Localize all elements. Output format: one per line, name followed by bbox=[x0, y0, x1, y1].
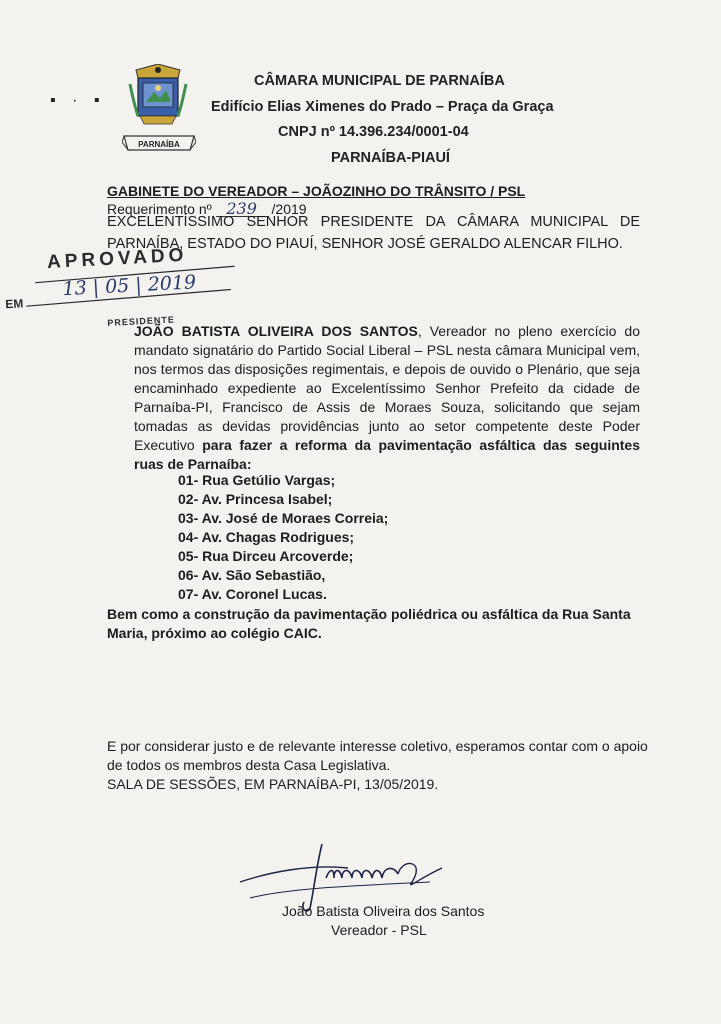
body-text: , Vereador no pleno exercício do mandato signatário do Partido Social Liberal – PSL nesta câmara Municipal vem, nos termos das disposições regimentais, e depois de ouvido o Plenário, que seja encaminhado expediente ao Excelentíssimo Senhor Prefeito da cidade de Parnaíba-PI, Francisco de Assis de Moraes Souza, solicitando que sejam tomadas as devidas providências junto ao setor competente deste Poder Executivo bbox=[134, 323, 640, 453]
final-line-1: E por considerar justo e de relevante interesse coletivo, esperamos contar com o apoio bbox=[107, 738, 648, 754]
stamp-footer: PRESIDENTE bbox=[107, 314, 176, 328]
city-state: PARNAÍBA-PIAUÍ bbox=[331, 150, 450, 166]
final-line-2: de todos os membros desta Casa Legislativa. bbox=[107, 757, 391, 773]
requirement-number: 239 bbox=[216, 202, 268, 217]
list-item: 07- Av. Coronel Lucas. bbox=[178, 586, 327, 602]
office-heading: GABINETE DO VEREADOR – JOÃOZINHO DO TRÂNSITO / PSL bbox=[107, 183, 526, 199]
author-name: JOÃO BATISTA OLIVEIRA DOS SANTOS bbox=[134, 323, 418, 339]
crest-ribbon-text: PARNAÍBA bbox=[138, 140, 180, 149]
cnpj-number: CNPJ nº 14.396.234/0001-04 bbox=[278, 124, 469, 140]
signatory-role: Vereador - PSL bbox=[331, 922, 427, 938]
list-item: 05- Rua Dirceu Arcoverde; bbox=[178, 548, 354, 564]
final-line-3: SALA DE SESSÕES, EM PARNAÍBA-PI, 13/05/2019. bbox=[107, 776, 439, 792]
signatory-name: João Batista Oliveira dos Santos bbox=[282, 903, 485, 919]
building-address: Edifício Elias Ximenes do Prado – Praça da Graça bbox=[211, 99, 554, 115]
list-item: 04- Av. Chagas Rodrigues; bbox=[178, 529, 355, 545]
list-item: 03- Av. José de Moraes Correia; bbox=[178, 510, 389, 526]
approval-stamp bbox=[0, 222, 250, 332]
coat-of-arms-icon bbox=[128, 64, 188, 130]
streets-list bbox=[178, 471, 388, 604]
institution-name: CÂMARA MUNICIPAL DE PARNAÍBA bbox=[254, 73, 505, 89]
stamp-prefix: EM bbox=[4, 296, 24, 312]
requirement-year: /2019 bbox=[271, 201, 307, 217]
list-item: 01- Rua Getúlio Vargas; bbox=[178, 472, 336, 488]
scan-marks: ▪ · ▪ bbox=[50, 92, 106, 109]
list-item: 06- Av. São Sebastião, bbox=[178, 567, 326, 583]
body-paragraph bbox=[107, 322, 640, 474]
closing-request: Bem como a construção da pavimentação poliédrica ou asfáltica da Rua Santa Maria, próximo ao colégio CAIC. bbox=[107, 606, 631, 641]
list-item: 02- Av. Princesa Isabel; bbox=[178, 491, 333, 507]
addressee-line-2: PARNAÍBA, ESTADO DO PIAUÍ, SENHOR JOSÉ GERALDO ALENCAR FILHO. bbox=[107, 236, 623, 252]
requirement-prefix: Requerimento nº bbox=[107, 201, 212, 217]
addressee-line-1: EXCELENTÍSSIMO SENHOR PRESIDENTE DA CÂMARA MUNICIPAL DE bbox=[107, 214, 640, 230]
stamp-status: APROVADO bbox=[46, 244, 188, 274]
request-text: para fazer a reforma da pavimentação asfáltica das seguintes ruas de Parnaíba: bbox=[134, 437, 640, 472]
stamp-date: 13 | 05 | 2019 bbox=[61, 271, 197, 301]
crest-ribbon bbox=[122, 128, 196, 156]
final-statement bbox=[107, 737, 647, 794]
